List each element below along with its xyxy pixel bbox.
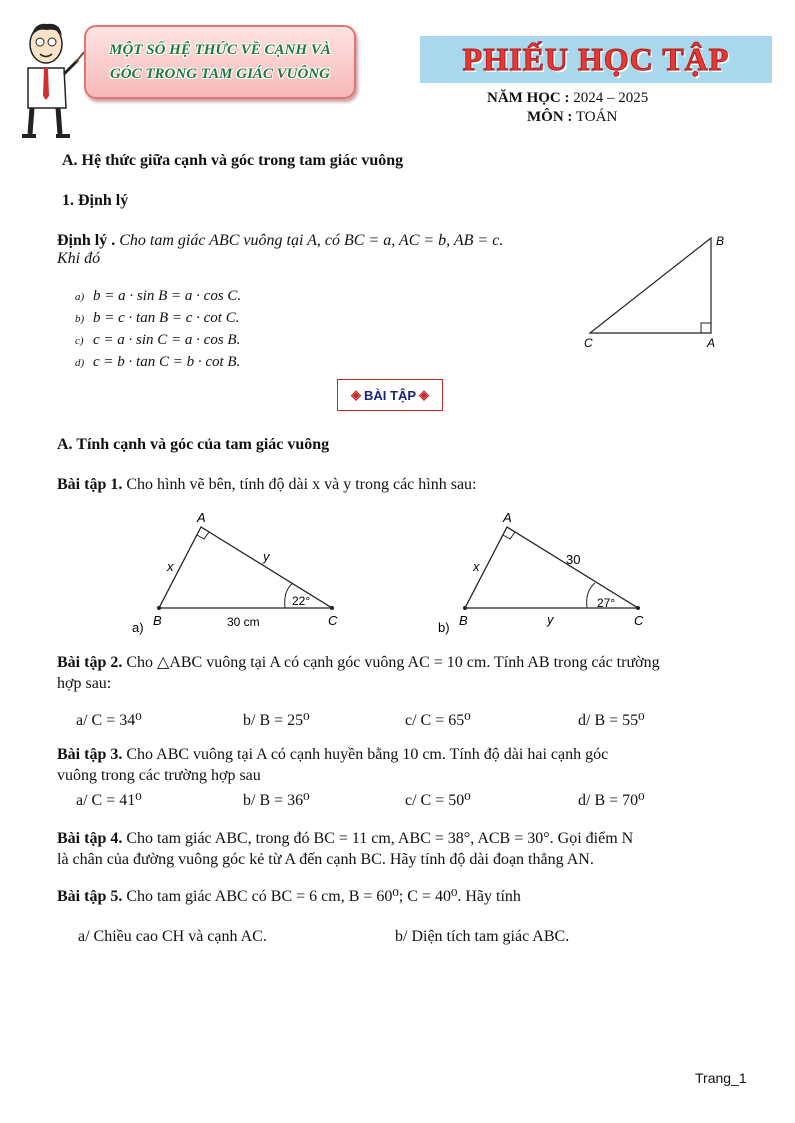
svg-text:30 cm: 30 cm — [227, 615, 260, 629]
svg-text:A: A — [503, 510, 512, 525]
svg-text:y: y — [547, 612, 554, 627]
topic-line-2: GÓC TRONG TAM GIÁC VUÔNG — [109, 66, 330, 82]
svg-text:B: B — [459, 613, 468, 628]
svg-text:C: C — [328, 613, 338, 628]
svg-text:A: A — [197, 510, 206, 525]
worksheet-title: PHIẾU HỌC TẬP — [462, 41, 730, 77]
exercise-3-option-a: a/ C = 41⁰ — [76, 792, 142, 809]
exercise-2-option-a: a/ C = 34⁰ — [76, 712, 142, 729]
svg-text:C: C — [634, 613, 644, 628]
section-b-title: A. Tính cạnh và góc của tam giác vuông — [57, 436, 330, 453]
formula-item: c) c = a · sin C = a · cos B. — [75, 332, 241, 348]
svg-text:x: x — [473, 559, 480, 574]
exercise-2-option-d: d/ B = 55⁰ — [578, 712, 645, 729]
exercise-1-figure-a — [125, 505, 355, 635]
exercise-4: Bài tập 4. Cho tam giác ABC, trong đó BC = 11 cm, ABC = 38°, ACB = 30°. Gọi điểm N là chân của đường vuông góc kẻ từ A đến cạnh BC. Hãy tính độ dài đoạn thẳng AN. — [57, 830, 634, 868]
svg-text:B: B — [153, 613, 162, 628]
vertex-label-a: A — [707, 336, 716, 350]
subject: MÔN : TOÁN — [527, 109, 618, 125]
worksheet-title-banner — [420, 36, 772, 83]
svg-text:b): b) — [438, 620, 450, 635]
exercise-3-option-b: b/ B = 36⁰ — [243, 792, 310, 809]
exercise-2-option-c: c/ C = 65⁰ — [405, 712, 471, 729]
school-year: NĂM HỌC : 2024 – 2025 — [487, 90, 649, 106]
exercise-1: Bài tập 1. Cho hình vẽ bên, tính độ dài x và y trong các hình sau: — [57, 476, 477, 493]
topic-banner — [84, 25, 356, 99]
formula-item: a) b = a · sin B = a · cos C. — [75, 288, 242, 304]
theorem-statement: Định lý . Cho tam giác ABC vuông tại A, có BC = a, AC = b, AB = c. Khi đó — [57, 232, 504, 267]
svg-text:22°: 22° — [292, 594, 311, 608]
topic-line-1: MỘT SỐ HỆ THỨC VỀ CẠNH VÀ — [109, 42, 331, 58]
theorem-heading: 1. Định lý — [62, 192, 129, 209]
svg-text:30: 30 — [566, 552, 581, 567]
formula-item: b) b = c · tan B = c · cot C. — [75, 310, 240, 326]
svg-text:x: x — [167, 559, 174, 574]
exercise-5-option-a: a/ Chiều cao CH và cạnh AC. — [78, 928, 267, 945]
svg-text:27°: 27° — [597, 596, 616, 610]
exercise-badge: ◈ BÀI TẬP ◈ — [337, 379, 443, 411]
vertex-label-b: B — [716, 234, 725, 248]
theorem-triangle-figure — [578, 230, 738, 355]
diamond-icon: ◈ — [351, 387, 361, 402]
theorem-formulas — [75, 286, 241, 374]
exercise-2-option-b: b/ B = 25⁰ — [243, 712, 310, 729]
exercise-2: Bài tập 2. Cho △ABC vuông tại A có cạnh góc vuông AC = 10 cm. Tính AB trong các trường hợp sau: — [57, 654, 660, 692]
vertex-label-c: C — [584, 336, 593, 350]
teacher-mascot-icon — [14, 18, 84, 140]
section-a-title: A. Hệ thức giữa cạnh và góc trong tam giác vuông — [62, 152, 404, 169]
exercise-1-figure-b — [435, 505, 665, 635]
exercise-5: Bài tập 5. Cho tam giác ABC có BC = 6 cm, B = 60⁰; C = 40⁰. Hãy tính — [57, 888, 521, 905]
page-number: Trang_1 — [695, 1070, 747, 1086]
exercise-5-option-b: b/ Diện tích tam giác ABC. — [395, 928, 570, 945]
exercise-3: Bài tập 3. Cho ABC vuông tại A có cạnh huyền bằng 10 cm. Tính độ dài hai cạnh góc vuông trong các trường hợp sau — [57, 746, 609, 784]
diamond-icon: ◈ — [419, 387, 429, 402]
formula-item: d) c = b · tan C = b · cot B. — [75, 354, 241, 370]
svg-text:y: y — [263, 549, 270, 564]
svg-text:a): a) — [132, 620, 144, 635]
exercise-3-option-c: c/ C = 50⁰ — [405, 792, 471, 809]
exercise-3-option-d: d/ B = 70⁰ — [578, 792, 645, 809]
